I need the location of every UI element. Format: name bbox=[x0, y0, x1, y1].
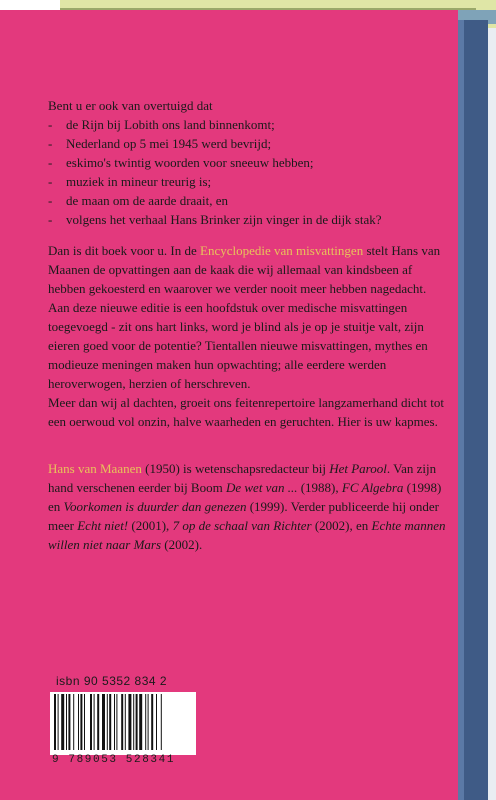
bio-text: (2001), bbox=[128, 518, 173, 533]
list-item-text: muziek in mineur treurig is; bbox=[66, 174, 212, 189]
barcode-bars bbox=[50, 692, 196, 752]
barcode-digits: 9 789053 528341 bbox=[52, 754, 176, 766]
bio-text: . Van zijn hand verschenen eerder bij Boom bbox=[48, 461, 437, 495]
bullet-dash: - bbox=[48, 193, 53, 208]
misconception-list bbox=[48, 115, 448, 229]
isbn-label: isbn 90 5352 834 2 bbox=[56, 674, 168, 688]
bullet-dash: - bbox=[48, 212, 53, 227]
book-title: De wet van ... bbox=[225, 480, 298, 495]
blurb-block bbox=[48, 241, 448, 431]
list-item bbox=[48, 153, 448, 172]
bio-text: (1998) en bbox=[48, 480, 442, 514]
list-item bbox=[48, 172, 448, 191]
book-title: Echt niet! bbox=[77, 518, 129, 533]
book-title: Echte mannen willen niet naar Mars bbox=[48, 518, 446, 552]
bullet-dash: - bbox=[48, 155, 53, 170]
blurb-text: stelt Hans van Maanen de opvattingen aan de kaak die wij allemaal van kindsbeen af hebben gekoesterd en waarover we verder nooit meer hebben nagedacht. Aan deze nieuwe editie is een hoofdstuk over medische misvattingen toegevoegd - zit ons hart links, word je blind als je op je stuitje valt, zijn eieren goed voor de potentie? Tientallen nieuwe misvattingen, mythes en modieuze meningen maken hun opwachting; alle eerdere werden heroverwogen, herzien of herschreven. bbox=[48, 243, 441, 391]
list-item bbox=[48, 115, 448, 134]
list-item bbox=[48, 134, 448, 153]
book-title: FC Algebra bbox=[341, 480, 404, 495]
bullet-dash: - bbox=[48, 136, 53, 151]
spine-edge bbox=[488, 28, 496, 800]
blurb-paragraph bbox=[48, 241, 448, 393]
author-name: Hans van Maanen bbox=[48, 461, 142, 476]
book-title-highlight: Encyclopedie van misvattingen bbox=[200, 243, 364, 258]
list-item bbox=[48, 210, 448, 229]
bio-text: (2002), en bbox=[311, 518, 372, 533]
author-bio bbox=[48, 459, 448, 554]
list-item bbox=[48, 191, 448, 210]
list-item-text: eskimo's twintig woorden voor sneeuw hebben; bbox=[66, 155, 314, 170]
blurb-text: Dan is dit boek voor u. In de bbox=[48, 243, 201, 258]
bio-text: (1950) is wetenschapsredacteur bij bbox=[141, 461, 330, 476]
list-item-text: volgens het verhaal Hans Brinker zijn vinger in de dijk stak? bbox=[66, 212, 382, 227]
list-item-text: Nederland op 5 mei 1945 werd bevrijd; bbox=[66, 136, 272, 151]
book-title: 7 op de schaal van Richter bbox=[172, 518, 312, 533]
spine-highlight bbox=[458, 20, 464, 800]
bullet-dash: - bbox=[48, 174, 53, 189]
barcode bbox=[50, 692, 196, 755]
list-item-text: de Rijn bij Lobith ons land binnenkomt; bbox=[66, 117, 275, 132]
bio-text: (1988), bbox=[297, 480, 342, 495]
bio-text: (1999). Verder publiceerde hij onder meer bbox=[48, 499, 439, 533]
intro-question: Bent u er ook van overtuigd dat bbox=[48, 98, 213, 113]
bio-text: (2002). bbox=[161, 537, 203, 552]
list-item-text: de maan om de aarde draait, en bbox=[66, 193, 229, 208]
bio-paragraph bbox=[48, 459, 448, 554]
bullet-dash: - bbox=[48, 117, 53, 132]
intro-block bbox=[48, 96, 448, 229]
blurb-paragraph-2: Meer dan wij al dachten, groeit ons feitenrepertoire langzamerhand dicht tot een oerwoud vol onzin, halve waarheden en geruchten. Hier is uw kapmes. bbox=[48, 395, 444, 429]
newspaper-title: Het Parool bbox=[329, 461, 387, 476]
book-title: Voorkomen is duurder dan genezen bbox=[63, 499, 247, 514]
